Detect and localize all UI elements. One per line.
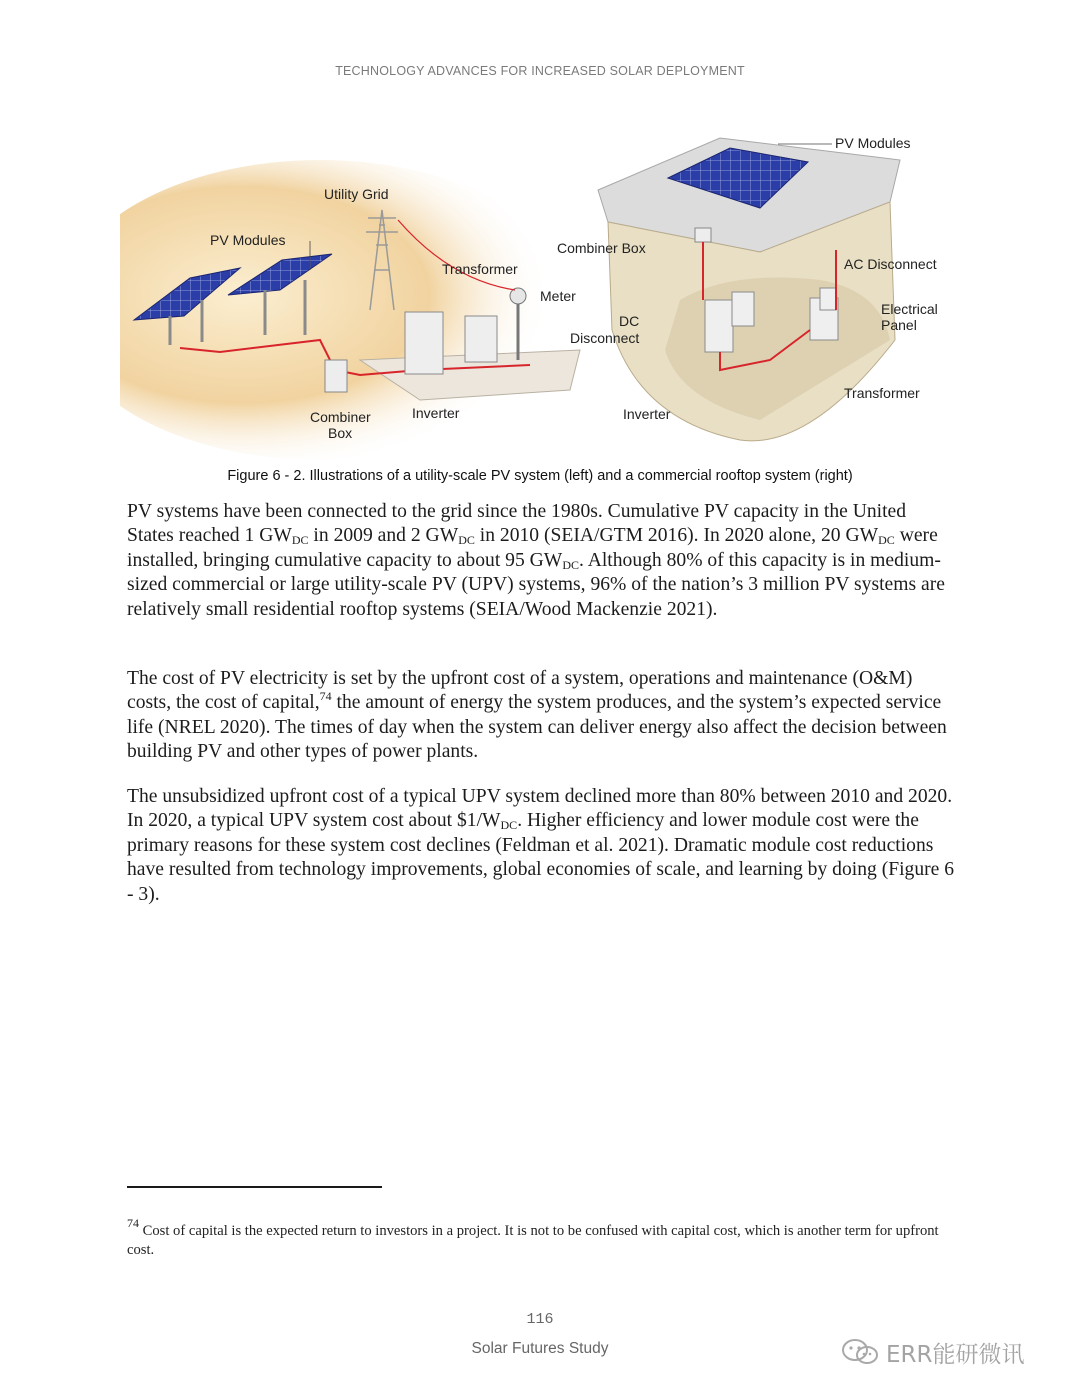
footnote-74 <box>127 1216 957 1260</box>
p3-text-a: The unsubsidized upfront cost of a typical UPV system declined more than 80% between 2010 and 2020. In 2020, a typical UPV system cost about $1/W <box>127 786 953 832</box>
p1-sub-2: DC <box>458 533 475 548</box>
p2-text-a: The cost of PV electricity is set by the upfront cost of a system, operations and maintenance (O&M) costs, the cost of capital, <box>127 668 913 714</box>
wechat-icon <box>840 1338 880 1366</box>
label-combiner-left-1: Combiner <box>310 409 371 425</box>
label-combiner-left-2: Box <box>328 425 353 441</box>
label-combiner-box-right: Combiner Box <box>557 240 646 256</box>
label-electrical-panel-1: Electrical <box>881 301 938 317</box>
p1-sub-1: DC <box>291 533 309 548</box>
label-inverter-left: Inverter <box>412 405 460 421</box>
pv-systems-illustration <box>120 120 960 460</box>
footnote-text: Cost of capital is the expected return to investors in a project. It is not to be confused with capital cost, which is another term for upfront cost. <box>127 1223 939 1258</box>
label-ac-disconnect: AC Disconnect <box>844 256 937 272</box>
combiner-box-right <box>695 228 711 242</box>
p1-text-c: in 2010 (SEIA/GTM 2016). In 2020 alone, 20 GW <box>474 525 879 547</box>
p1-sub-3: DC <box>878 533 895 548</box>
combiner-box-left <box>325 360 347 392</box>
inverter-right <box>705 300 733 352</box>
label-dc-disconnect-2: Disconnect <box>570 330 640 346</box>
p3-text-b: . Higher efficiency and lower module cost were the primary reasons for these system cost declines (Feldman et al. 2021). Dramatic module cost reductions have resulted from technology improvements, global economies of scale, and learning by doing (Figure 6 - 3). <box>127 810 955 905</box>
label-inverter-right: Inverter <box>623 406 671 422</box>
label-dc-disconnect-1: DC <box>619 313 640 329</box>
p1-text-a: PV systems have been connected to the grid since the 1980s. Cumulative PV capacity in the United States reached 1 GW <box>127 501 907 547</box>
p1-text-b: in 2009 and 2 GW <box>308 525 459 547</box>
p1-sub-4: DC <box>562 557 579 572</box>
transformer-left <box>465 316 497 362</box>
paragraph-1 <box>127 500 957 622</box>
label-transformer-right: Transformer <box>844 385 920 401</box>
footnote-separator <box>127 1186 382 1188</box>
p3-sub-1: DC <box>500 818 518 833</box>
utility-scale-system <box>120 160 580 460</box>
label-pv-modules-right: PV Modules <box>835 135 911 151</box>
paragraph-3 <box>127 785 957 907</box>
footnote-number: 74 <box>127 1216 139 1230</box>
commercial-rooftop-system <box>557 135 938 441</box>
p2-text-b: the amount of energy the system produces, and the system’s expected service life (NREL 2020). The times of day when the system can deliver energy also affect the decision between building PV and other types of power plants. <box>127 692 947 763</box>
dc-disconnect-unit <box>732 292 754 326</box>
label-transformer-left: Transformer <box>442 261 518 277</box>
watermark <box>840 1336 1060 1368</box>
label-electrical-panel-2: Panel <box>881 317 917 333</box>
p1-text-e: . Although 80% of this capacity is in medium-sized commercial or large utility-scale PV (UPV) systems, 96% of the nation’s 3 million PV systems are relatively small residential rooftop systems (SEIA/Wood Mackenzie 2021). <box>127 549 945 620</box>
label-meter: Meter <box>540 288 576 304</box>
label-pv-modules-left: PV Modules <box>210 232 286 248</box>
footnote-ref-74[interactable]: 74 <box>319 689 332 704</box>
label-utility-grid: Utility Grid <box>324 186 389 202</box>
running-footer: Solar Futures Study <box>471 1340 609 1357</box>
watermark-text: ERR能研微讯 <box>886 1341 1025 1368</box>
running-header: TECHNOLOGY ADVANCES FOR INCREASED SOLAR DEPLOYMENT <box>335 64 745 78</box>
figure-pv-systems <box>120 120 960 460</box>
paragraph-2 <box>127 667 957 765</box>
p1-text-d: were installed, bringing cumulative capacity to about 95 GW <box>127 525 938 571</box>
page-number: 116 <box>526 1311 554 1328</box>
meter-left <box>510 288 526 304</box>
inverter-left <box>405 312 443 374</box>
figure-caption: Figure 6 - 2. Illustrations of a utility-scale PV system (left) and a commercial rooftop system (right) <box>227 468 853 484</box>
ac-disconnect-unit <box>820 288 836 310</box>
